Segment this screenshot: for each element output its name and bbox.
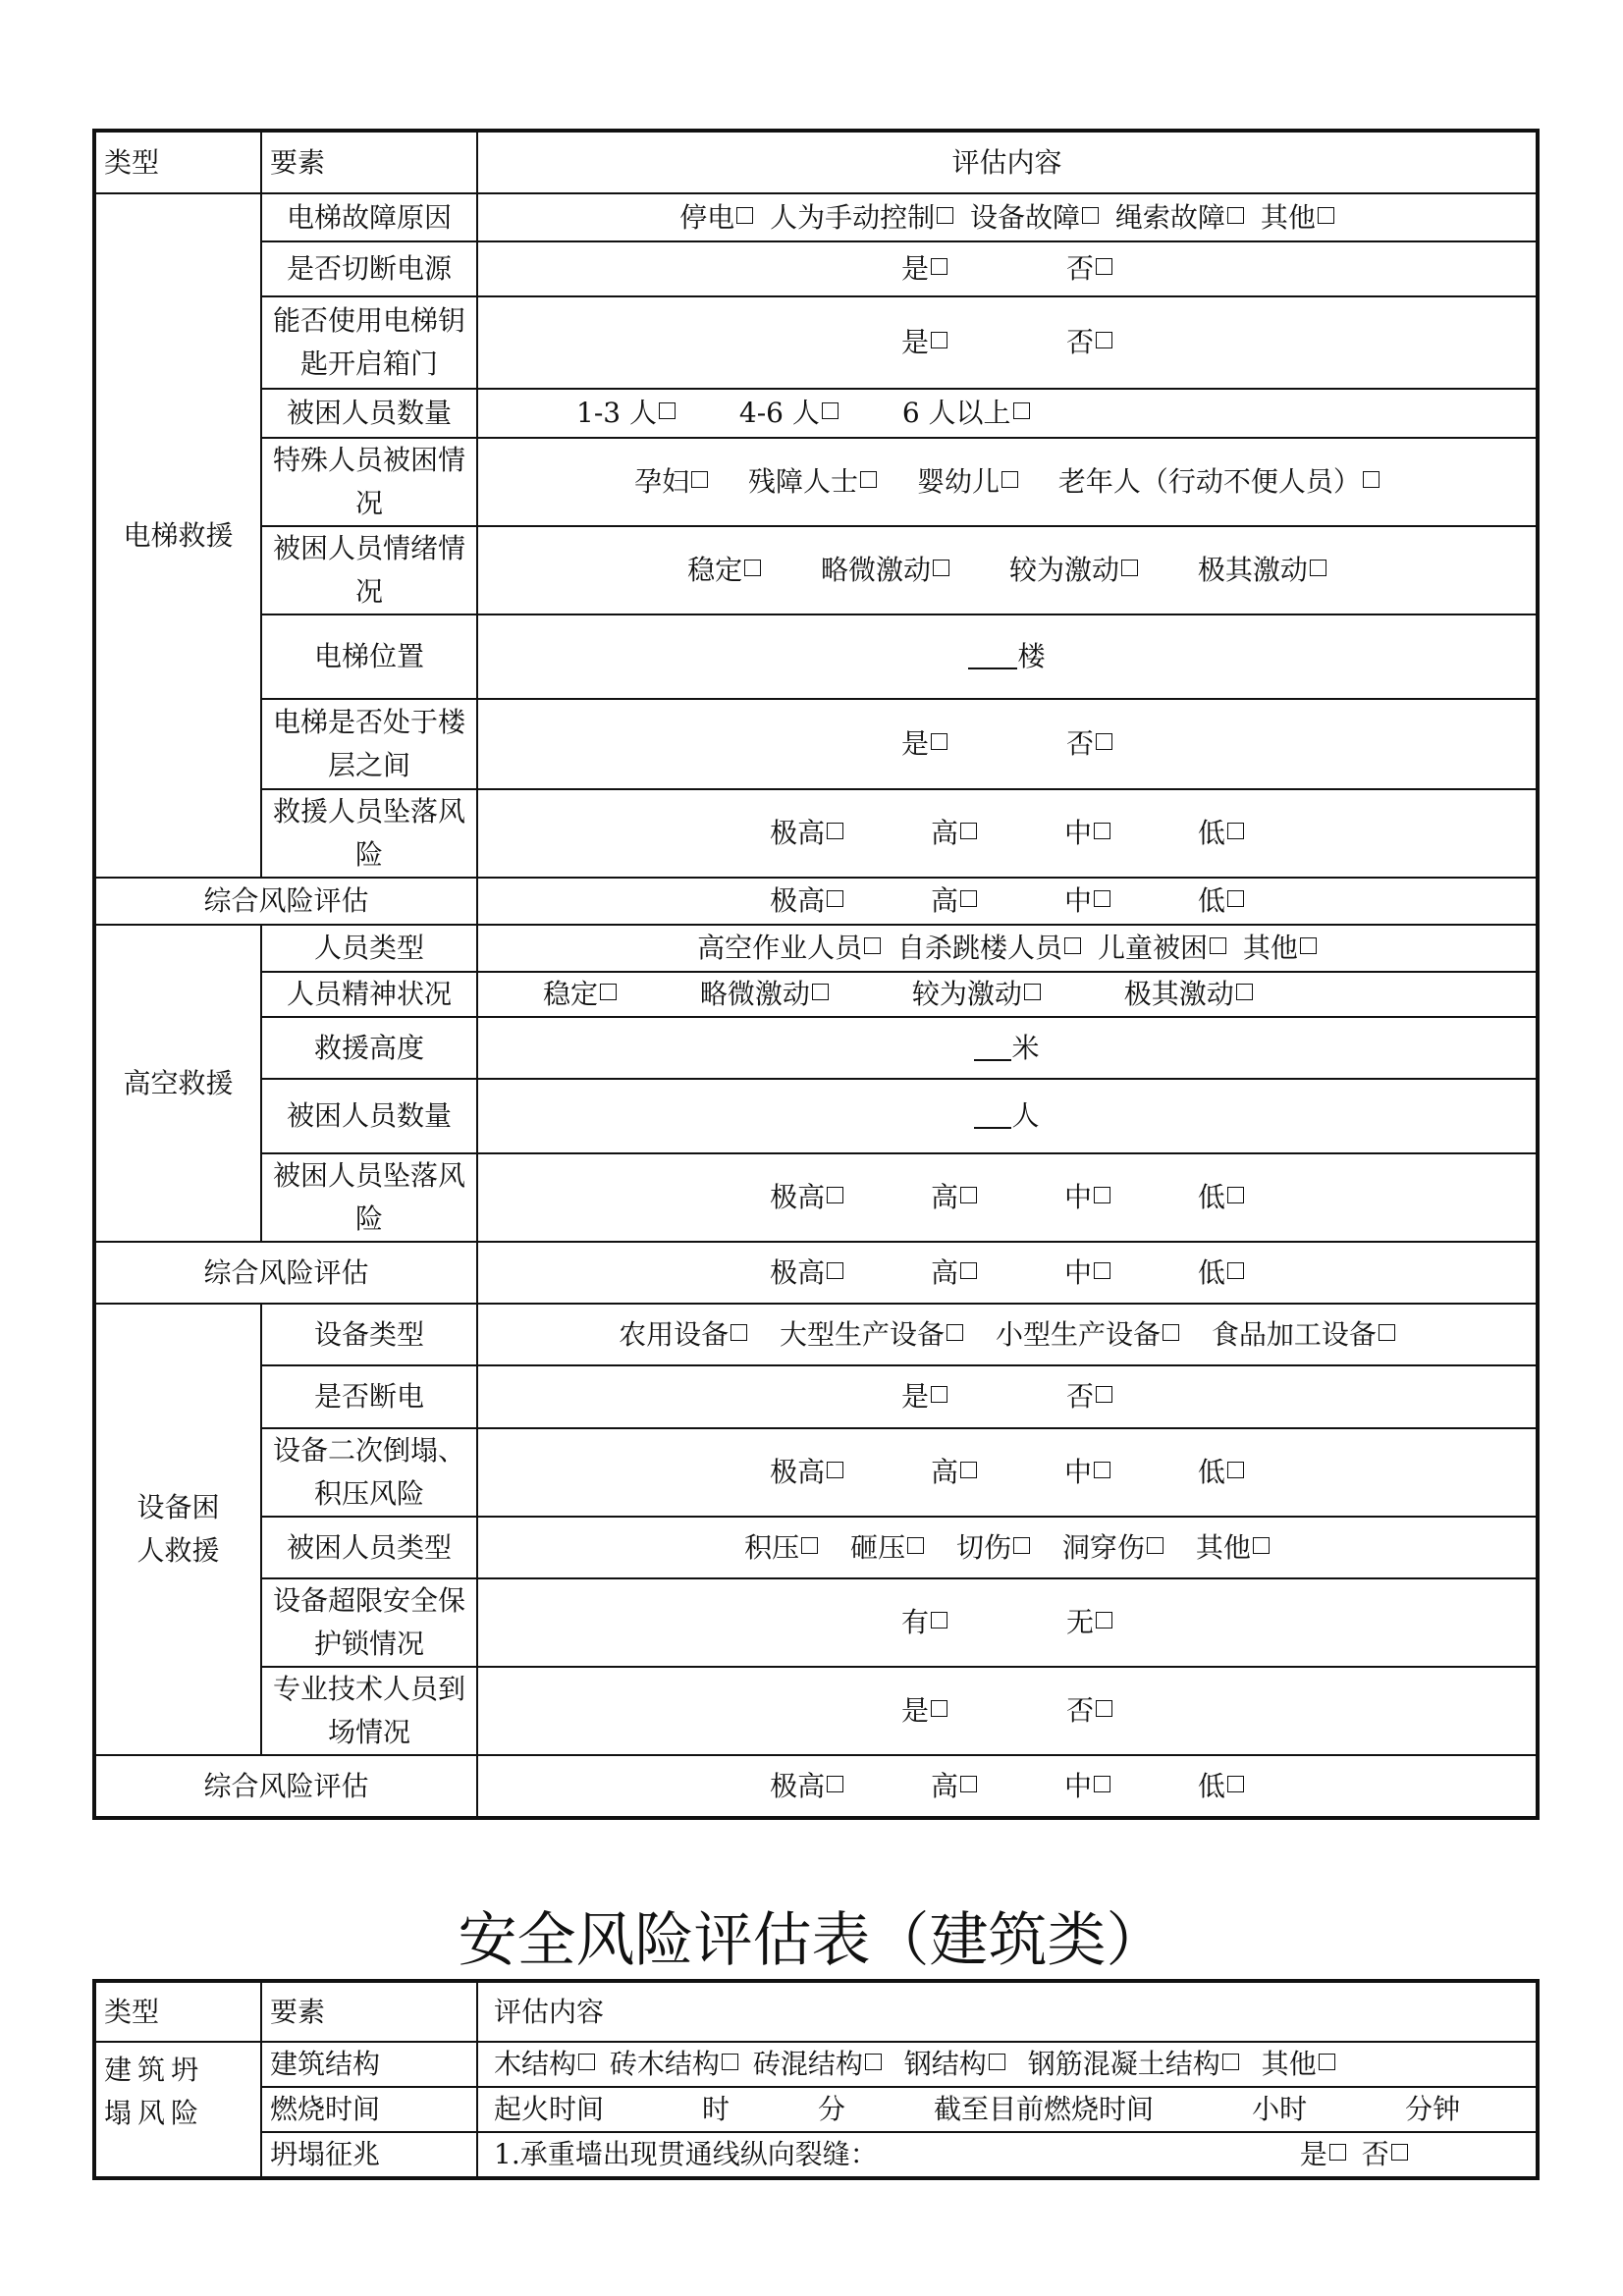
table-row — [94, 1017, 1538, 1079]
checkbox[interactable] — [822, 402, 839, 419]
element-label: 被困人员情绪情况 — [261, 526, 477, 614]
checkbox[interactable] — [1210, 937, 1226, 954]
checkbox[interactable] — [960, 1262, 977, 1279]
table-row — [94, 296, 1538, 389]
element-label: 救援高度 — [261, 1017, 477, 1079]
table-row — [94, 438, 1538, 526]
category-elevator: 电梯救援 — [94, 193, 261, 878]
checkbox[interactable] — [1227, 207, 1244, 224]
element-label: 能否使用电梯钥匙开启箱门 — [261, 296, 477, 389]
checkbox[interactable] — [1013, 1537, 1030, 1554]
options-cell: 极高 高 中 低 — [477, 878, 1538, 925]
checkbox[interactable] — [960, 1187, 977, 1203]
checkbox[interactable] — [1094, 1262, 1110, 1279]
checkbox[interactable] — [1379, 1324, 1395, 1341]
checkbox[interactable] — [827, 1262, 843, 1279]
checkbox[interactable] — [1227, 1776, 1244, 1792]
checkbox[interactable] — [1227, 823, 1244, 839]
table-row — [94, 2132, 1538, 2178]
table-row — [94, 1428, 1538, 1517]
checkbox[interactable] — [931, 1612, 947, 1629]
options-cell: 积压 砸压 切伤 洞穿伤 其他 — [477, 1517, 1538, 1578]
checkbox[interactable] — [1024, 984, 1041, 1000]
table-header-row — [94, 1981, 1538, 2042]
options-cell: 停电 人为手动控制 设备故障 绳索故障 其他 — [477, 193, 1538, 241]
checkbox[interactable] — [691, 471, 708, 488]
element-label: 专业技术人员到场情况 — [261, 1667, 477, 1755]
element-label: 人员精神状况 — [261, 972, 477, 1017]
table-row — [94, 789, 1538, 878]
checkbox[interactable] — [1300, 937, 1317, 954]
header-element: 要素 — [261, 131, 477, 193]
checkbox[interactable] — [960, 890, 977, 907]
table-row — [94, 614, 1538, 699]
category-equipment: 设备困人救援 — [94, 1304, 261, 1755]
checkbox[interactable] — [736, 207, 753, 224]
checkbox[interactable] — [937, 207, 953, 224]
options-cell: 孕妇 残障人士 婴幼儿 老年人（行动不便人员） — [477, 438, 1538, 526]
summary-row — [94, 1242, 1538, 1304]
checkbox[interactable] — [744, 560, 761, 576]
element-label: 电梯故障原因 — [261, 193, 477, 241]
checkbox[interactable] — [931, 258, 947, 275]
checkbox[interactable] — [933, 560, 949, 576]
checkbox[interactable] — [827, 890, 843, 907]
options-cell: 农用设备 大型生产设备 小型生产设备 食品加工设备 — [477, 1304, 1538, 1365]
element-label: 被困人员坠落风险 — [261, 1153, 477, 1242]
options-cell: 是 否 — [477, 1365, 1538, 1428]
element-label: 特殊人员被困情况 — [261, 438, 477, 526]
summary-label: 综合风险评估 — [94, 878, 477, 925]
checkbox[interactable] — [931, 332, 947, 348]
checkbox[interactable] — [1001, 471, 1018, 488]
checkbox[interactable] — [1319, 2054, 1335, 2070]
checkbox[interactable] — [1096, 332, 1112, 348]
element-label: 设备超限安全保护锁情况 — [261, 1578, 477, 1667]
options-cell: 是 否 — [477, 1667, 1538, 1755]
checkbox[interactable] — [1163, 1324, 1179, 1341]
element-label: 人员类型 — [261, 925, 477, 972]
element-label: 设备类型 — [261, 1304, 477, 1365]
summary-row — [94, 1755, 1538, 1818]
checkbox[interactable] — [860, 471, 877, 488]
checkbox[interactable] — [812, 984, 829, 1000]
checkbox[interactable] — [960, 1462, 977, 1478]
fill-in-cell: 米 — [477, 1017, 1538, 1079]
checkbox[interactable] — [1096, 1386, 1112, 1403]
checkbox[interactable] — [1094, 1187, 1110, 1203]
element-label: 救援人员坠落风险 — [261, 789, 477, 878]
table-row — [94, 1304, 1538, 1365]
options-cell: 是 否 — [477, 296, 1538, 389]
options-cell: 极高 高 中 低 — [477, 789, 1538, 878]
element-label: 建筑结构 — [261, 2042, 477, 2087]
options-cell: 稳定 略微激动 较为激动 极其激动 — [477, 526, 1538, 614]
element-label: 电梯位置 — [261, 614, 477, 699]
checkbox[interactable] — [864, 937, 881, 954]
checkbox[interactable] — [1227, 1187, 1244, 1203]
checkbox[interactable] — [931, 1386, 947, 1403]
table-row — [94, 2042, 1538, 2087]
fill-in-blank[interactable] — [968, 640, 1017, 669]
table-row — [94, 1079, 1538, 1153]
checkbox[interactable] — [865, 2054, 882, 2070]
fill-in-blank[interactable] — [974, 1099, 1011, 1129]
burn-time-cell: 起火时间 时 分 截至目前燃烧时间 小时 分钟 — [477, 2087, 1538, 2132]
checkbox[interactable] — [1227, 1262, 1244, 1279]
checkbox[interactable] — [1329, 2144, 1346, 2161]
element-label: 坍塌征兆 — [261, 2132, 477, 2178]
category-height: 高空救援 — [94, 925, 261, 1242]
header-content: 评估内容 — [477, 1981, 1538, 2042]
checkbox[interactable] — [947, 1324, 963, 1341]
table-row — [94, 699, 1538, 789]
page-title: 安全风险评估表（建筑类） — [458, 1906, 1165, 1975]
table-row — [94, 1365, 1538, 1428]
checkbox[interactable] — [1082, 207, 1099, 224]
summary-row — [94, 878, 1538, 925]
table-row — [94, 193, 1538, 241]
checkbox[interactable] — [1227, 890, 1244, 907]
checkbox[interactable] — [1318, 207, 1334, 224]
checkbox[interactable] — [1310, 560, 1326, 576]
category-building-collapse: 建筑坍塌风险 — [94, 2042, 261, 2178]
checkbox[interactable] — [931, 733, 947, 750]
checkbox[interactable] — [1013, 402, 1030, 419]
options-cell: 稳定 略微激动 较为激动 极其激动 — [477, 972, 1538, 1017]
checkbox[interactable] — [801, 1537, 818, 1554]
element-label: 被困人员类型 — [261, 1517, 477, 1578]
options-cell: 极高 高 中 低 — [477, 1755, 1538, 1818]
checkbox[interactable] — [1096, 1700, 1112, 1717]
element-label: 燃烧时间 — [261, 2087, 477, 2132]
checkbox[interactable] — [1096, 733, 1112, 750]
checkbox[interactable] — [1253, 1537, 1270, 1554]
checkbox[interactable] — [600, 984, 617, 1000]
options-cell: 是 否 — [477, 241, 1538, 296]
checkbox[interactable] — [1391, 2144, 1408, 2161]
checkbox[interactable] — [1147, 1537, 1163, 1554]
checkbox[interactable] — [1121, 560, 1138, 576]
table-row — [94, 972, 1538, 1017]
checkbox[interactable] — [1094, 1776, 1110, 1792]
checkbox[interactable] — [960, 823, 977, 839]
element-label: 电梯是否处于楼层之间 — [261, 699, 477, 789]
table-row — [94, 389, 1538, 438]
table-row — [94, 925, 1538, 972]
options-cell: 极高 高 中 低 — [477, 1428, 1538, 1517]
table-header-row — [94, 131, 1538, 193]
table-row — [94, 1578, 1538, 1667]
checkbox[interactable] — [1236, 984, 1253, 1000]
checkbox[interactable] — [1096, 258, 1112, 275]
table-row — [94, 2087, 1538, 2132]
summary-label: 综合风险评估 — [94, 1755, 477, 1818]
summary-label: 综合风险评估 — [94, 1242, 477, 1304]
checkbox[interactable] — [989, 2054, 1005, 2070]
element-label: 设备二次倒塌、积压风险 — [261, 1428, 477, 1517]
table-row — [94, 1667, 1538, 1755]
checkbox[interactable] — [931, 1700, 947, 1717]
header-type: 类型 — [94, 131, 261, 193]
element-label: 被困人员数量 — [261, 389, 477, 438]
checkbox[interactable] — [1094, 890, 1110, 907]
element-label: 是否断电 — [261, 1365, 477, 1428]
options-cell: 极高 高 中 低 — [477, 1153, 1538, 1242]
table-row — [94, 241, 1538, 296]
table-row — [94, 526, 1538, 614]
collapse-sign-cell: 1.承重墙出现贯通线纵向裂缝： 是 否 — [477, 2132, 1538, 2178]
header-type: 类型 — [94, 1981, 261, 2042]
checkbox[interactable] — [1096, 1612, 1112, 1629]
element-label: 是否切断电源 — [261, 241, 477, 296]
risk-table-rescue — [92, 129, 1540, 1820]
checkbox[interactable] — [730, 1324, 747, 1341]
risk-table-building — [92, 1979, 1540, 2180]
checkbox[interactable] — [827, 823, 843, 839]
options-cell: 1-3 人 4-6 人 6 人以上 — [477, 389, 1538, 438]
table-row — [94, 1153, 1538, 1242]
header-element: 要素 — [261, 1981, 477, 2042]
options-cell: 是 否 — [477, 699, 1538, 789]
header-content: 评估内容 — [477, 131, 1538, 193]
fill-in-cell: 楼 — [477, 614, 1538, 699]
checkbox[interactable] — [960, 1776, 977, 1792]
fill-in-blank[interactable] — [974, 1032, 1011, 1061]
checkbox[interactable] — [1094, 1462, 1110, 1478]
checkbox[interactable] — [659, 402, 676, 419]
options-cell: 极高 高 中 低 — [477, 1242, 1538, 1304]
checkbox[interactable] — [1064, 937, 1081, 954]
checkbox[interactable] — [722, 2054, 738, 2070]
checkbox[interactable] — [1094, 823, 1110, 839]
checkbox[interactable] — [1222, 2054, 1239, 2070]
checkbox[interactable] — [827, 1187, 843, 1203]
options-cell: 有 无 — [477, 1578, 1538, 1667]
options-cell: 木结构 砖木结构 砖混结构 钢结构 钢筋混凝土结构 其他 — [477, 2042, 1538, 2087]
element-label: 被困人员数量 — [261, 1079, 477, 1153]
table-row — [94, 1517, 1538, 1578]
checkbox[interactable] — [578, 2054, 595, 2070]
checkbox[interactable] — [827, 1776, 843, 1792]
checkbox[interactable] — [907, 1537, 924, 1554]
checkbox[interactable] — [827, 1462, 843, 1478]
options-cell: 高空作业人员 自杀跳楼人员 儿童被困 其他 — [477, 925, 1538, 972]
fill-in-cell: 人 — [477, 1079, 1538, 1153]
checkbox[interactable] — [1227, 1462, 1244, 1478]
checkbox[interactable] — [1363, 471, 1380, 488]
